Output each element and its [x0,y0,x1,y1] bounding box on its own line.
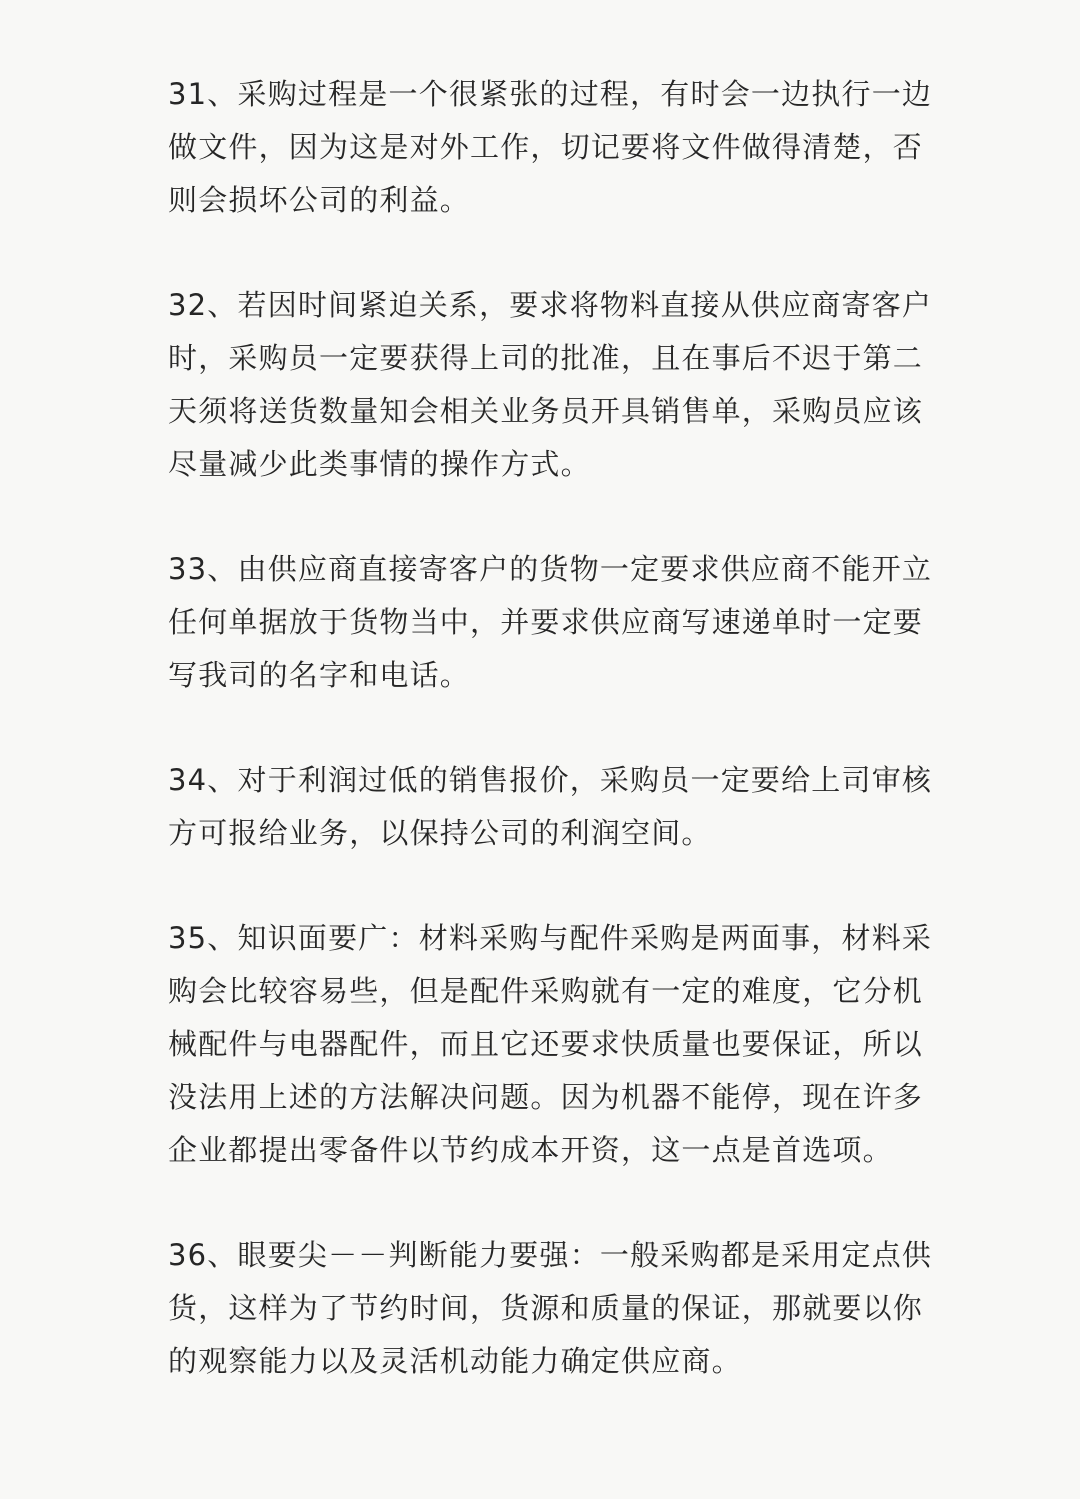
paragraph-34 [168,754,933,860]
text-line: 械配件与电器配件，而且它还要求快质量也要保证，所以 [168,1027,924,1061]
text-line: 36、眼要尖－－判断能力要强：一般采购都是采用定点供 [168,1238,933,1272]
paragraph-33 [168,543,933,702]
text-line: 尽量减少此类事情的操作方式。 [168,447,591,481]
paragraph-31 [168,68,933,227]
text-line: 32、若因时间紧迫关系，要求将物料直接从供应商寄客户 [168,288,933,322]
text-line: 33、由供应商直接寄客户的货物一定要求供应商不能开立 [168,552,933,586]
text-line: 没法用上述的方法解决问题。因为机器不能停，现在许多 [168,1080,924,1114]
text-line: 35、知识面要广：材料采购与配件采购是两面事，材料采 [168,921,933,955]
text-line: 写我司的名字和电话。 [168,658,471,692]
article-body [168,68,933,1440]
text-line: 天须将送货数量知会相关业务员开具销售单，采购员应该 [168,394,924,428]
text-line: 的观察能力以及灵活机动能力确定供应商。 [168,1344,742,1378]
text-line: 则会损坏公司的利益。 [168,183,471,217]
text-line: 任何单据放于货物当中，并要求供应商写速递单时一定要 [168,605,924,639]
text-line: 企业都提出零备件以节约成本开资，这一点是首选项。 [168,1133,893,1167]
text-line: 34、对于利润过低的销售报价，采购员一定要给上司审核 [168,763,933,797]
paragraph-35 [168,912,933,1177]
text-line: 时，采购员一定要获得上司的批准，且在事后不迟于第二 [168,341,924,375]
text-line: 31、采购过程是一个很紧张的过程，有时会一边执行一边 [168,77,933,111]
text-line: 方可报给业务，以保持公司的利润空间。 [168,816,712,850]
paragraph-36 [168,1229,933,1388]
paragraph-32 [168,279,933,491]
text-line: 货，这样为了节约时间，货源和质量的保证，那就要以你 [168,1291,924,1325]
text-line: 做文件，因为这是对外工作，切记要将文件做得清楚，否 [168,130,924,164]
text-line: 购会比较容易些，但是配件采购就有一定的难度，它分机 [168,974,924,1008]
